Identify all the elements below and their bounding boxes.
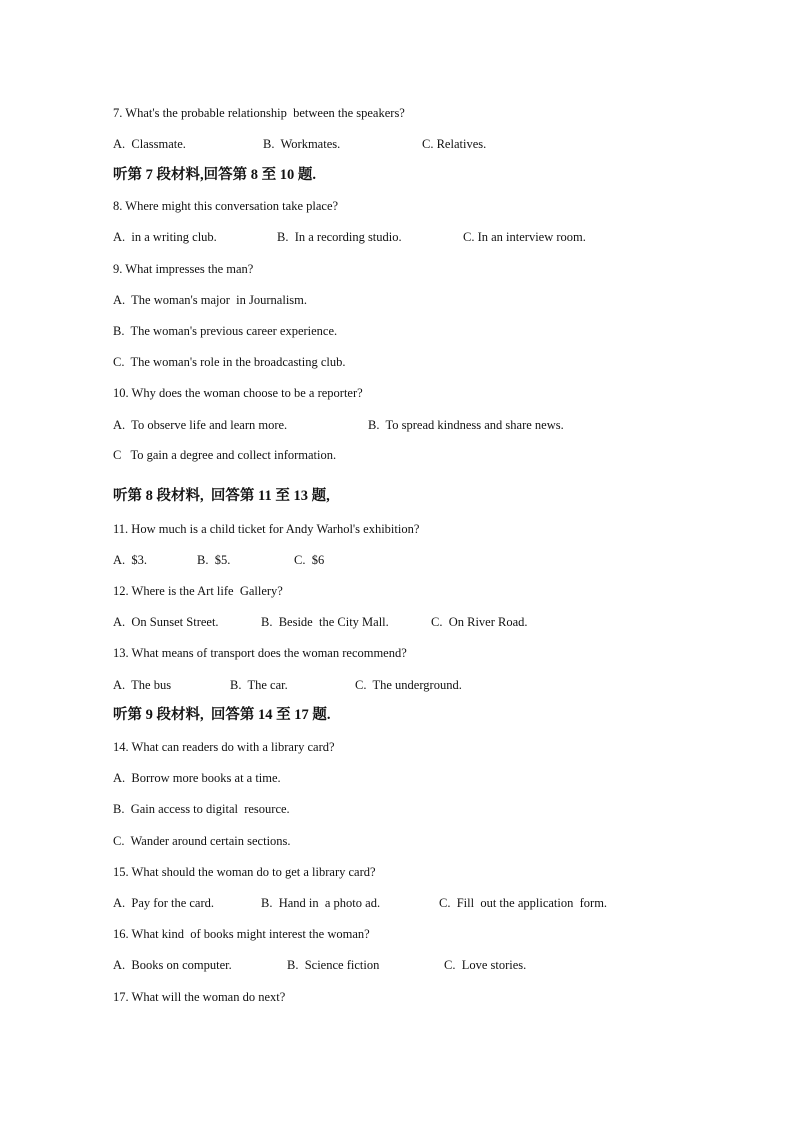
question-15: 15. What should the woman do to get a library card? [113, 865, 376, 879]
question-7: 7. What's the probable relationship between the speakers? [113, 106, 405, 120]
option-16c: C. Love stories. [444, 958, 527, 972]
option-13a: A. The bus [113, 678, 172, 692]
option-16a: A. Books on computer. [113, 958, 232, 972]
option-12a: A. On Sunset Street. [113, 615, 219, 629]
section-heading-8: 听第 8 段材料, 回答第 11 至 13 题, [113, 488, 330, 504]
option-14b: B. Gain access to digital resource. [113, 802, 290, 816]
option-10c: C To gain a degree and collect information. [113, 448, 337, 462]
option-15b: B. Hand in a photo ad. [261, 896, 381, 910]
option-11c: C. $6 [294, 553, 325, 567]
option-8b: B. In a recording studio. [277, 230, 402, 244]
question-16: 16. What kind of books might interest the woman? [113, 927, 370, 941]
option-11a: A. $3. [113, 553, 148, 567]
option-7a: A. Classmate. [113, 137, 186, 151]
option-15a: A. Pay for the card. [113, 896, 215, 910]
section-heading-9: 听第 9 段材料, 回答第 14 至 17 题. [113, 707, 331, 723]
option-16b: B. Science fiction [287, 958, 380, 972]
option-8c: C. In an interview room. [463, 230, 586, 244]
question-14: 14. What can readers do with a library card? [113, 740, 335, 754]
option-7c: C. Relatives. [422, 137, 487, 151]
option-12b: B. Beside the City Mall. [261, 615, 389, 629]
option-7b: B. Workmates. [263, 137, 341, 151]
option-9a: A. The woman's major in Journalism. [113, 293, 308, 307]
section-heading-7: 听第 7 段材料,回答第 8 至 10 题. [113, 167, 316, 183]
option-14a: A. Borrow more books at a time. [113, 771, 281, 785]
option-13b: B. The car. [230, 678, 288, 692]
option-9b: B. The woman's previous career experience. [113, 324, 338, 338]
option-15c: C. Fill out the application form. [439, 896, 608, 910]
option-9c: C. The woman's role in the broadcasting club. [113, 355, 346, 369]
option-11b: B. $5. [197, 553, 231, 567]
question-13: 13. What means of transport does the woman recommend? [113, 646, 407, 660]
option-10b: B. To spread kindness and share news. [368, 418, 564, 432]
option-13c: C. The underground. [355, 678, 462, 692]
question-11: 11. How much is a child ticket for Andy Warhol's exhibition? [113, 522, 420, 536]
option-8a: A. in a writing club. [113, 230, 217, 244]
question-9: 9. What impresses the man? [113, 262, 254, 276]
option-12c: C. On River Road. [431, 615, 528, 629]
option-10a: A. To observe life and learn more. [113, 418, 288, 432]
question-10: 10. Why does the woman choose to be a reporter? [113, 386, 363, 400]
question-12: 12. Where is the Art life Gallery? [113, 584, 283, 598]
question-17: 17. What will the woman do next? [113, 990, 286, 1004]
question-8: 8. Where might this conversation take place? [113, 199, 339, 213]
option-14c: C. Wander around certain sections. [113, 834, 291, 848]
